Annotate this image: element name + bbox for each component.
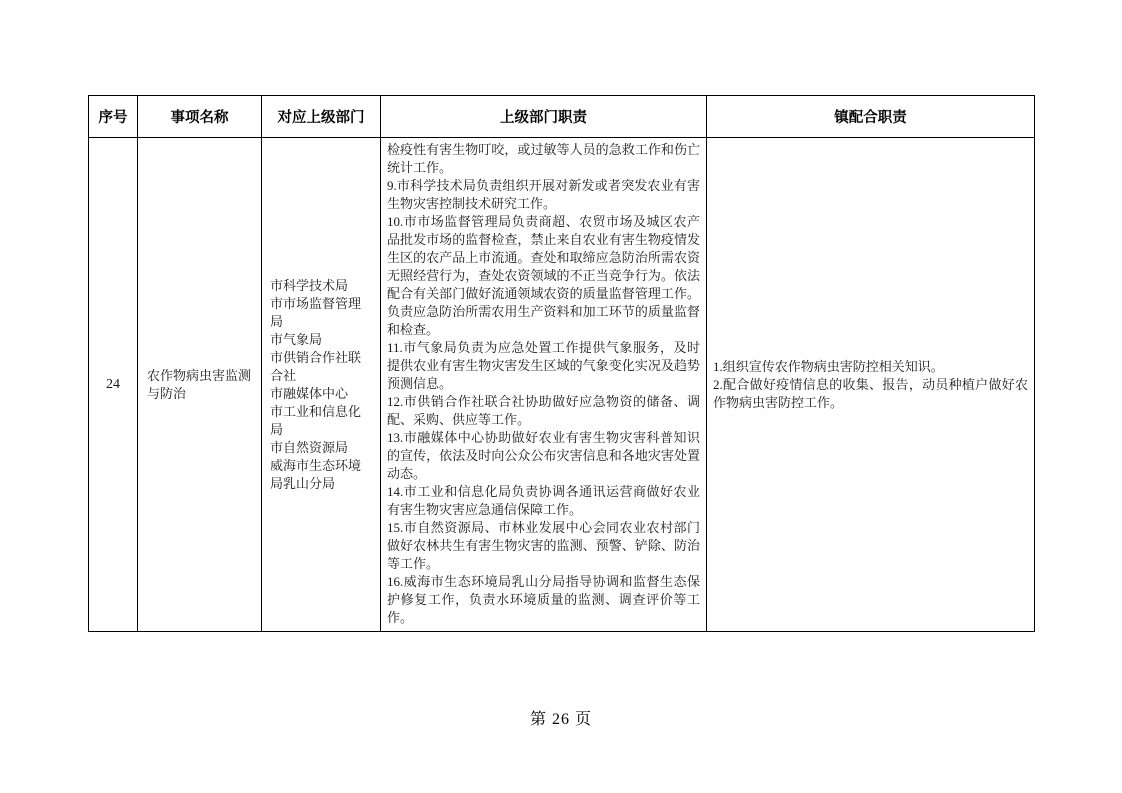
- duties-table: [88, 95, 1035, 632]
- list-item: 威海市生态环境局乳山分局: [270, 457, 362, 491]
- col-header-town-duties: 镇配合职责: [707, 96, 1035, 138]
- list-item: 12.市供销合作社联合社协助做好应急物资的储备、调配、采购、供应等工作。: [387, 394, 700, 427]
- col-header-superior-duties: 上级部门职责: [381, 96, 707, 138]
- cell-item-name: 农作物病虫害监测与防治: [138, 138, 262, 632]
- list-item: 市融媒体中心: [270, 385, 349, 401]
- col-header-item-name: 事项名称: [138, 96, 262, 138]
- col-header-departments: 对应上级部门: [262, 96, 381, 138]
- cell-departments: [262, 138, 381, 632]
- list-item: 15.市自然资源局、市林业发展中心会同农业农村部门做好农林共生有害生物灾害的监测、预警、铲除、防治等工作。: [387, 520, 700, 571]
- list-item: 13.市融媒体中心协助做好农业有害生物灾害科普知识的宣传，依法及时向公众公布灾害信息和各地灾害处置动态。: [387, 430, 700, 481]
- superior-duties-list: [387, 141, 700, 627]
- table-row: [89, 138, 1035, 632]
- list-item: 市市场监督管理局: [270, 295, 362, 329]
- list-item: 市工业和信息化局: [270, 403, 362, 437]
- list-item: 11.市气象局负责为应急处置工作提供气象服务，及时提供农业有害生物灾害发生区域的气象变化实况及趋势预测信息。: [387, 340, 700, 391]
- list-item: 市自然资源局: [270, 439, 349, 455]
- cell-row-number: 24: [89, 138, 138, 632]
- cell-superior-duties: [381, 138, 707, 632]
- list-item: 检疫性有害生物叮咬，或过敏等人员的急救工作和伤亡统计工作。: [387, 142, 700, 175]
- town-duties-list: [713, 358, 1028, 412]
- cell-town-duties: [707, 138, 1035, 632]
- departments-list: [270, 277, 372, 493]
- list-item: 1.组织宣传农作物病虫害防控相关知识。: [713, 358, 944, 374]
- page-number: 第 26 页: [529, 711, 592, 728]
- list-item: 市科学技术局: [270, 277, 349, 293]
- list-item: 2.配合做好疫情信息的收集、报告，动员种植户做好农作物病虫害防控工作。: [713, 376, 1028, 410]
- list-item: 14.市工业和信息化局负责协调各通讯运营商做好农业有害生物灾害应急通信保障工作。: [387, 484, 700, 517]
- table-header-row: [89, 96, 1035, 138]
- list-item: 市气象局: [270, 331, 323, 347]
- col-header-number: 序号: [89, 96, 138, 138]
- list-item: 10.市市场监督管理局负责商超、农贸市场及城区农产品批发市场的监督检查，禁止来自农业有害生物疫情发生区的农产品上市流通。查处和取缔应急防治所需农资无照经营行为，查处农资领域的不正当竞争行为。依法配合有关部门做好流通领域农资的质量监督管理工作。负责应急防治所需农用生产资料和加工环节的质量监督和检查。: [387, 214, 700, 337]
- list-item: 市供销合作社联合社: [270, 349, 362, 383]
- list-item: 9.市科学技术局负责组织开展对新发或者突发农业有害生物灾害控制技术研究工作。: [387, 178, 700, 211]
- list-item: 16.威海市生态环境局乳山分局指导协调和监督生态保护修复工作，负责水环境质量的监测、调查评价等工作。: [387, 574, 700, 625]
